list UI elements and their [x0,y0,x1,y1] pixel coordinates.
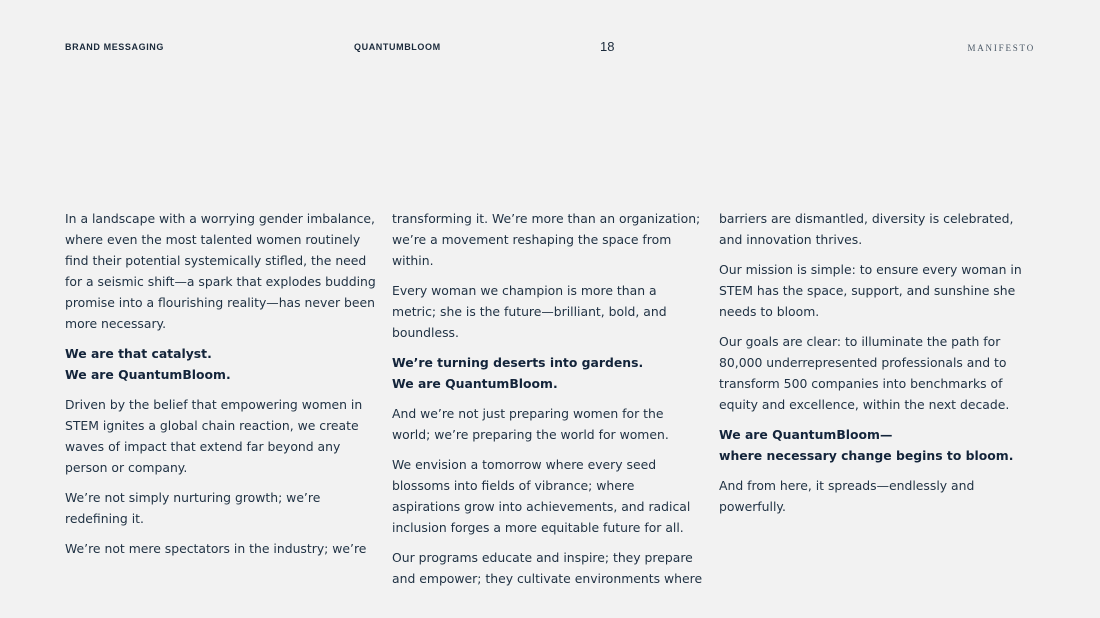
paragraph: And we’re not just preparing women for the world; we’re preparing the world for women. [392,406,669,442]
bold-statement [719,424,1031,466]
text-column-2 [392,208,704,598]
paragraph: barriers are dismantled, diversity is celebrated, and innovation thrives. [719,211,1014,247]
text-column-1 [65,208,377,568]
statement-line: We are QuantumBloom. [392,376,558,391]
paragraph: Our mission is simple: to ensure every woman in STEM has the space, support, and sunshine she needs to bloom. [719,262,1022,319]
brand-label: QUANTUMBLOOM [354,42,441,52]
paragraph: And from here, it spreads—endlessly and powerfully. [719,478,975,514]
statement-line: We are that catalyst. [65,346,212,361]
paragraph: Driven by the belief that empowering women in STEM ignites a global chain reaction, we create waves of impact that extend far beyond any person or company. [65,397,363,475]
paragraph: In a landscape with a worrying gender imbalance, where even the most talented women routinely find their potential systemically stifled, the need for a seismic shift—a spark that explodes budding promise into a flourishing reality—has never been more necessary. [65,211,376,331]
paragraph: Our goals are clear: to illuminate the path for 80,000 underrepresented professionals and to transform 500 companies into benchmarks of equity and excellence, within the next decade. [719,334,1010,412]
paragraph: Every woman we champion is more than a metric; she is the future—brilliant, bold, and boundless. [392,283,667,340]
bold-statement [392,352,704,394]
statement-line: We’re turning deserts into gardens. [392,355,644,370]
paragraph: We’re not simply nurturing growth; we’re redefining it. [65,490,321,526]
manifesto-label: MANIFESTO [967,43,1035,53]
statement-line: We are QuantumBloom. [65,367,231,382]
paragraph: We envision a tomorrow where every seed blossoms into fields of vibrance; where aspirations grow into achievements, and radical inclusion forges a more equitable future for all. [392,457,691,535]
page-number: 18 [600,39,615,54]
text-column-3 [719,208,1031,526]
statement-line: We are QuantumBloom— [719,427,893,442]
paragraph: transforming it. We’re more than an organization; we’re a movement reshaping the space from within. [392,211,701,268]
statement-line: where necessary change begins to bloom. [719,448,1014,463]
bold-statement [65,343,377,385]
paragraph: Our programs educate and inspire; they prepare and empower; they cultivate environments where [392,550,703,586]
paragraph: We’re not mere spectators in the industry; we’re [65,541,367,556]
section-label: BRAND MESSAGING [65,42,165,52]
